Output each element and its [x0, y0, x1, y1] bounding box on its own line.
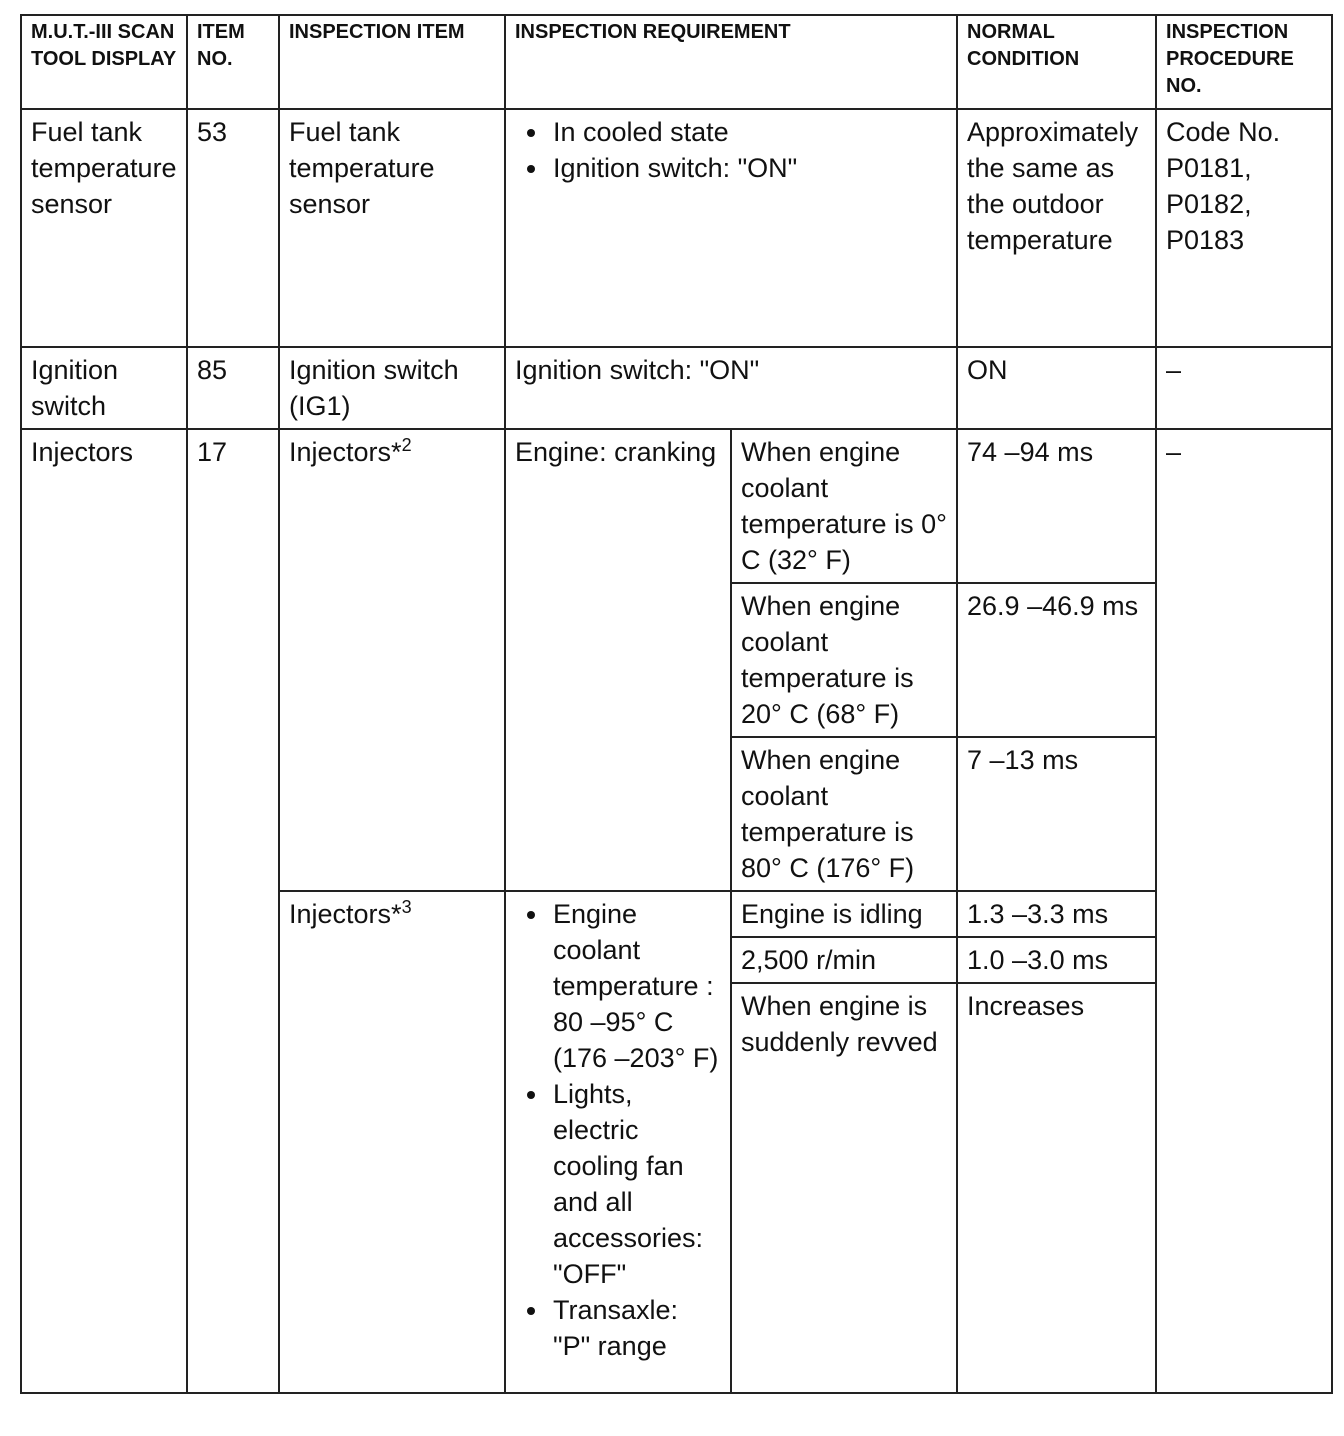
list-item: Engine coolant temperature : 80 –95° C (176 –203° F): [553, 896, 722, 1076]
cell-normal: Increases: [957, 983, 1156, 1393]
cell-normal: 7 –13 ms: [957, 737, 1156, 891]
table-row-fuel-tank: [21, 109, 1332, 347]
cell-normal: ON: [957, 347, 1156, 429]
item-label: Injectors*: [289, 899, 402, 929]
cell-procedure: –: [1156, 347, 1332, 429]
cell-condition: When engine coolant temperature is 80° C (176° F): [731, 737, 957, 891]
table-row-ignition: [21, 347, 1332, 429]
inspection-table: [20, 14, 1333, 1394]
cell-item-no: 17: [187, 429, 279, 1393]
cell-display: Fuel tank temperature sensor: [21, 109, 187, 347]
cell-normal: 1.0 –3.0 ms: [957, 937, 1156, 983]
cell-requirement: [505, 109, 957, 347]
list-item: Lights, electric cooling fan and all accessories: "OFF": [553, 1076, 722, 1292]
footnote-marker: 2: [401, 435, 412, 455]
cell-item: Fuel tank temperature sensor: [279, 109, 505, 347]
header-row: [21, 15, 1332, 109]
header-item-no: ITEM NO.: [187, 15, 279, 109]
cell-procedure: –: [1156, 429, 1332, 1393]
cell-item-no: 85: [187, 347, 279, 429]
header-inspection-item: INSPECTION ITEM: [279, 15, 505, 109]
cell-normal: 74 –94 ms: [957, 429, 1156, 583]
cell-requirement-warm: [505, 891, 731, 1393]
cell-procedure: Code No. P0181, P0182, P0183: [1156, 109, 1332, 347]
requirement-list: [515, 114, 948, 186]
cell-item: Ignition switch (IG1): [279, 347, 505, 429]
cell-requirement-cranking: Engine: cranking: [505, 429, 731, 891]
cell-normal: 26.9 –46.9 ms: [957, 583, 1156, 737]
list-item: Transaxle: "P" range: [553, 1292, 722, 1364]
list-item: Ignition switch: "ON": [553, 150, 948, 186]
header-inspection-requirement: INSPECTION REQUIREMENT: [505, 15, 957, 109]
footnote-marker: 3: [401, 897, 412, 917]
cell-display: Injectors: [21, 429, 187, 1393]
cell-item-injectors-2: [279, 429, 505, 891]
cell-condition: 2,500 r/min: [731, 937, 957, 983]
list-item: In cooled state: [553, 114, 948, 150]
cell-normal: Approximately the same as the outdoor temperature: [957, 109, 1156, 347]
item-label: Injectors*: [289, 437, 402, 467]
cell-item-no: 53: [187, 109, 279, 347]
cell-display: Ignition switch: [21, 347, 187, 429]
requirement-list: [515, 896, 722, 1364]
header-normal-condition: NORMAL CONDITION: [957, 15, 1156, 109]
header-procedure-no: INSPECTION PROCEDURE NO.: [1156, 15, 1332, 109]
cell-normal: 1.3 –3.3 ms: [957, 891, 1156, 937]
header-display: M.U.T.-III SCAN TOOL DISPLAY: [21, 15, 187, 109]
cell-condition: Engine is idling: [731, 891, 957, 937]
table-row-injectors-0c: [21, 429, 1332, 583]
cell-item-injectors-3: [279, 891, 505, 1393]
cell-condition: When engine is suddenly revved: [731, 983, 957, 1393]
cell-condition: When engine coolant temperature is 20° C (68° F): [731, 583, 957, 737]
cell-requirement: Ignition switch: "ON": [505, 347, 957, 429]
cell-condition: When engine coolant temperature is 0° C (32° F): [731, 429, 957, 583]
